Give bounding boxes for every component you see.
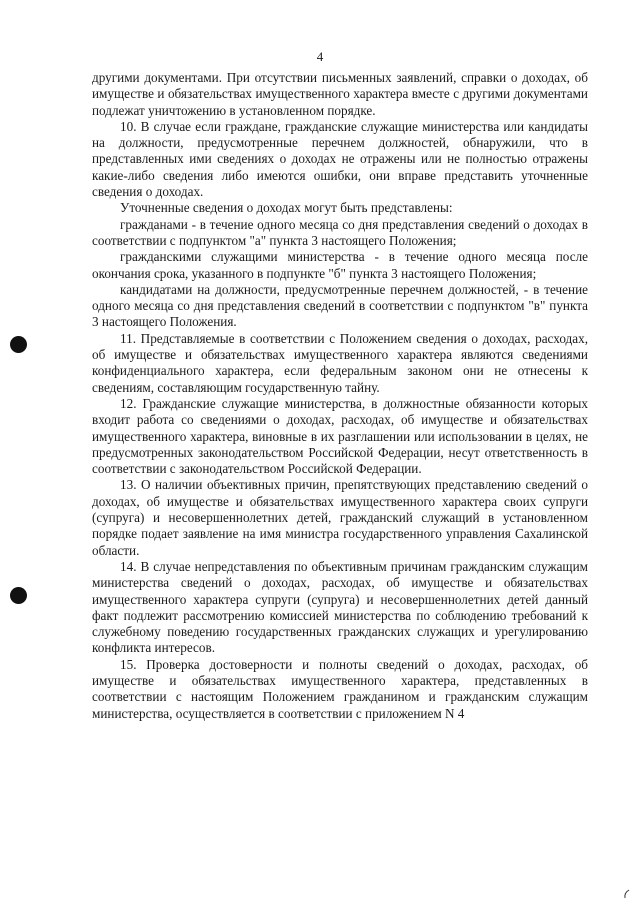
- paragraph-civil-servants: гражданскими служащими министерства - в течение одного месяца после окончания срока, указанного в подпункте "б" пункта 3 настоящего Положения;: [92, 249, 588, 281]
- paragraph-clause-13: 13. О наличии объективных причин, препятствующих представлению сведений о доходах, об имуществе и обязательствах имущественного характера своих супруги (супруга) и несовершеннолетних детей, гражданский служащий в установленном порядке подает заявление на имя министра государственного управления Сахалинской области.: [92, 477, 588, 558]
- document-body: [92, 70, 588, 722]
- paragraph-citizens: гражданами - в течение одного месяца со дня представления сведений о доходах в соответствии с подпунктом "а" пункта 3 настоящего Положения;: [92, 216, 588, 248]
- page-number: 4: [316, 49, 324, 64]
- paragraph-candidates: кандидатами на должности, предусмотренные перечнем должностей, - в течение одного месяца со дня представления сведений в соответствии с подпунктом "в" пункта 3 настоящего Положения.: [92, 281, 588, 330]
- paragraph-clause-10: 10. В случае если граждане, гражданские служащие министерства или кандидаты на должности, предусмотренные перечнем должностей, обнаружили, что в представленных ими сведениях о доходах не отражены или не полностью отражены какие-либо сведения либо имеются ошибки, они вправе представить уточненные сведения о доходах.: [92, 118, 588, 200]
- paragraph-clause-11: 11. Представляемые в соответствии с Положением сведения о доходах, расходах, об имуществе и обязательствах имущественного характера являются сведениями конфиденциального характера, если федеральным законом они не отнесены к сведениям, составляющим государственную тайну.: [92, 330, 588, 395]
- binder-hole-mark: [10, 587, 27, 604]
- binder-hole-mark: [10, 336, 27, 353]
- paragraph-clause-12: 12. Гражданские служащие министерства, в должностные обязанности которых входит работа со сведениями о доходах, расходах, об имуществе и обязательствах имущественного характера, виновные в их разглашении или использовании в целях, не предусмотренных законодательством Российской Федерации, несут ответственность в соответствии с законодательством Российской Федерации.: [92, 395, 588, 477]
- paragraph-clause-15: 15. Проверка достоверности и полноты сведений о доходах, расходах, об имуществе и обязательствах имущественного характера, представленных в соответствии с настоящим Положением гражданином и гражданским служащим министерства, осуществляется в соответствии с приложением N 4: [92, 656, 588, 721]
- paragraph-clause-14: 14. В случае непредставления по объективным причинам гражданским служащим министерства сведений о доходах, расходах, об имуществе и обязательствах имущественного характера супруги (супруга) и несовершеннолетних детей данный факт подлежит рассмотрению комиссией министерства по соблюдению требований к служебному поведению государственных гражданских служащих и урегулированию конфликта интересов.: [92, 558, 588, 656]
- scan-mark: [622, 889, 632, 899]
- paragraph-continuation: другими документами. При отсутствии письменных заявлений, справки о доходах, об имуществе и обязательствах имущественного характера вместе с другими документами подлежат уничтожению в установленном порядке.: [92, 70, 588, 118]
- paragraph-intro: Уточненные сведения о доходах могут быть представлены:: [120, 200, 453, 216]
